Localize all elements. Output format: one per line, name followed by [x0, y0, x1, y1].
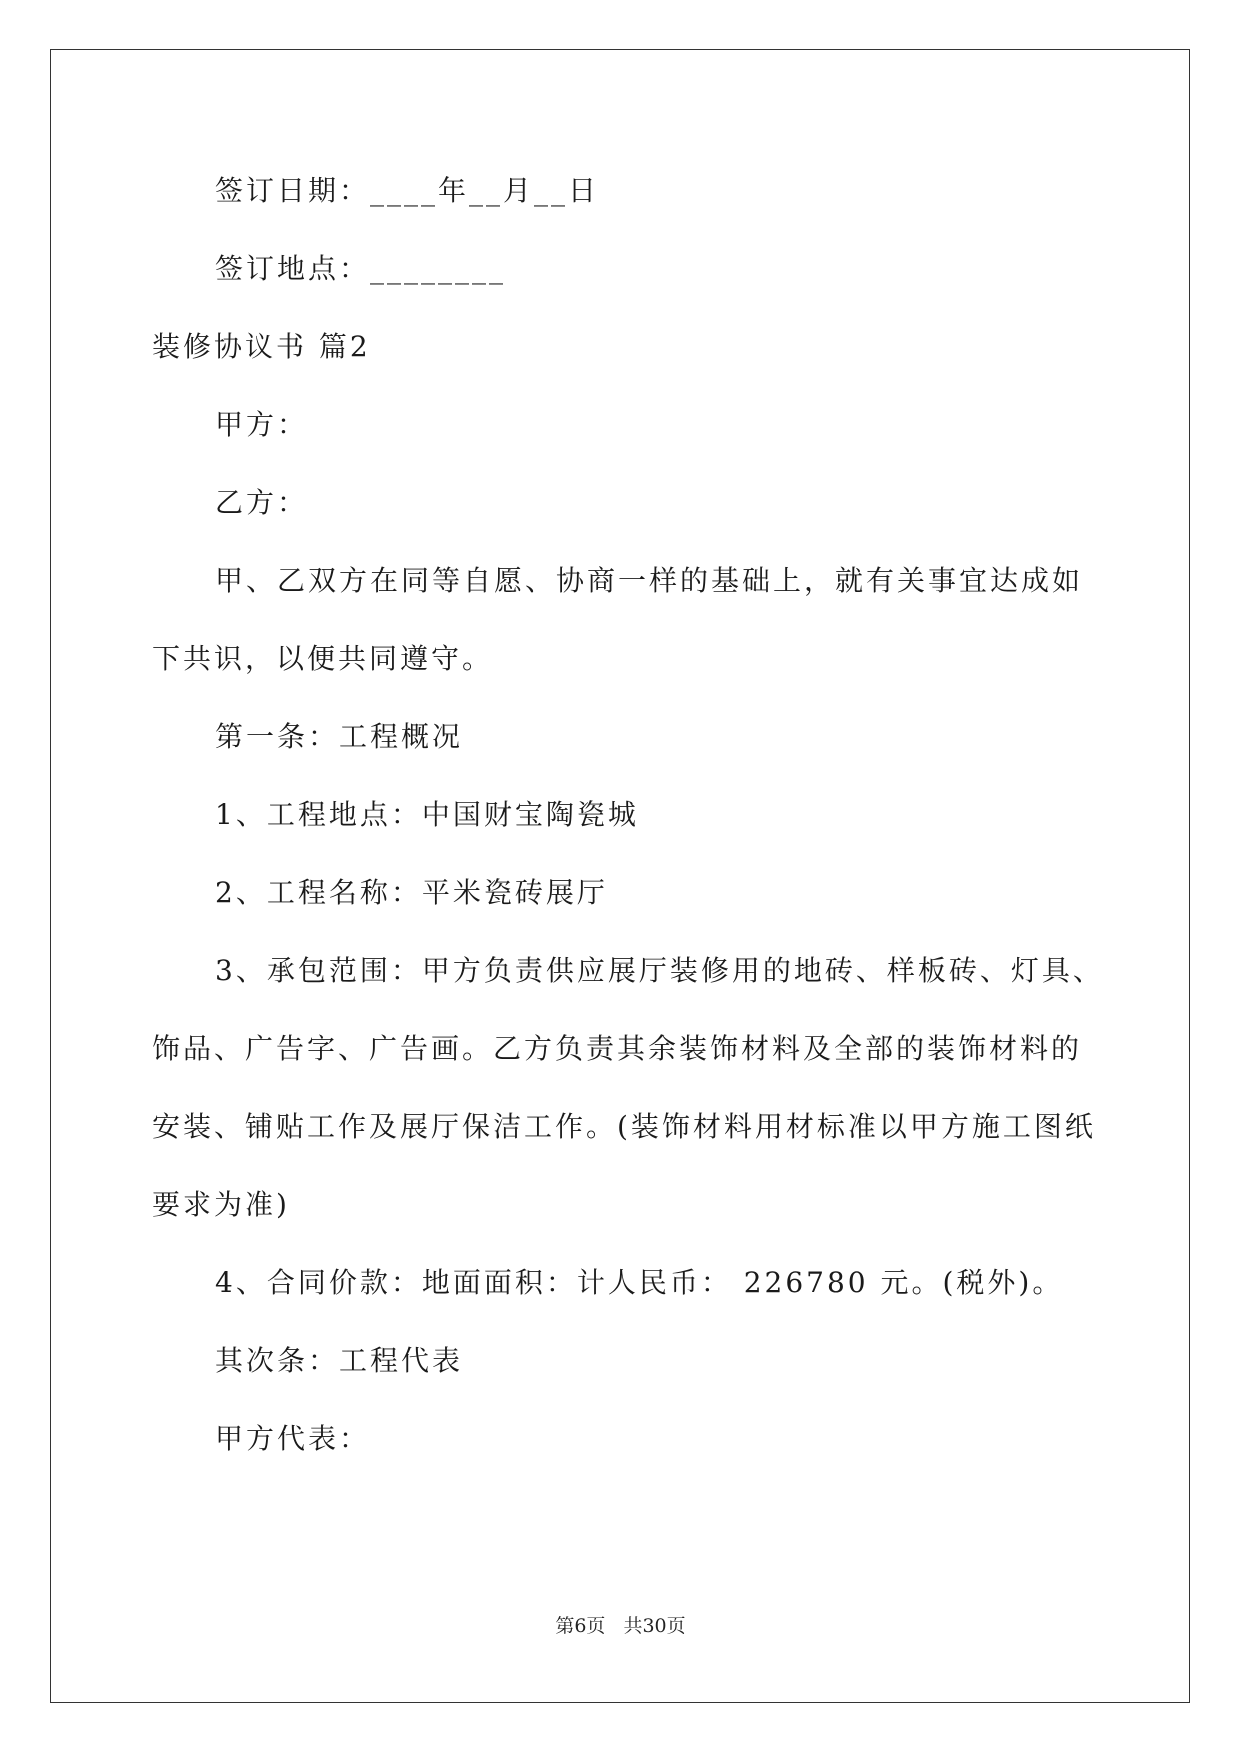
list-item: 2、工程名称：平米瓷砖展厅 — [215, 876, 608, 909]
representative-line: 甲方代表： — [215, 1422, 371, 1455]
list-item: 3、承包范围：甲方负责供应展厅装修用的地砖、样板砖、灯具、 — [215, 954, 1104, 987]
page-footer — [0, 1614, 1241, 1638]
signing-date-line: 签订日期：____年__月__日 — [215, 174, 600, 207]
paragraph-line: 安装、铺贴工作及展厅保洁工作。(装饰材料用材标准以甲方施工图纸 — [152, 1110, 1096, 1143]
party-b-line: 乙方： — [215, 486, 309, 519]
list-item: 1、工程地点：中国财宝陶瓷城 — [215, 798, 639, 831]
party-a-line: 甲方： — [215, 408, 309, 441]
paragraph-line: 饰品、广告字、广告画。乙方负责其余装饰材料及全部的装饰材料的 — [152, 1032, 1083, 1065]
paragraph-line: 要求为准) — [152, 1188, 290, 1221]
signing-place-line: 签订地点：________ — [215, 252, 507, 285]
page-total: 共30页 — [623, 1615, 686, 1637]
paragraph-line: 甲、乙双方在同等自愿、协商一样的基础上，就有关事宜达成如 — [215, 564, 1084, 597]
page-number: 第6页 — [555, 1615, 606, 1637]
paragraph-line: 下共识，以便共同遵守。 — [152, 642, 494, 675]
section-heading: 装修协议书 篇2 — [152, 330, 371, 363]
article-heading: 其次条：工程代表 — [215, 1344, 464, 1377]
article-heading: 第一条：工程概况 — [215, 720, 464, 753]
list-item: 4、合同价款：地面面积：计人民币： 226780 元。(税外)。 — [215, 1266, 1064, 1299]
